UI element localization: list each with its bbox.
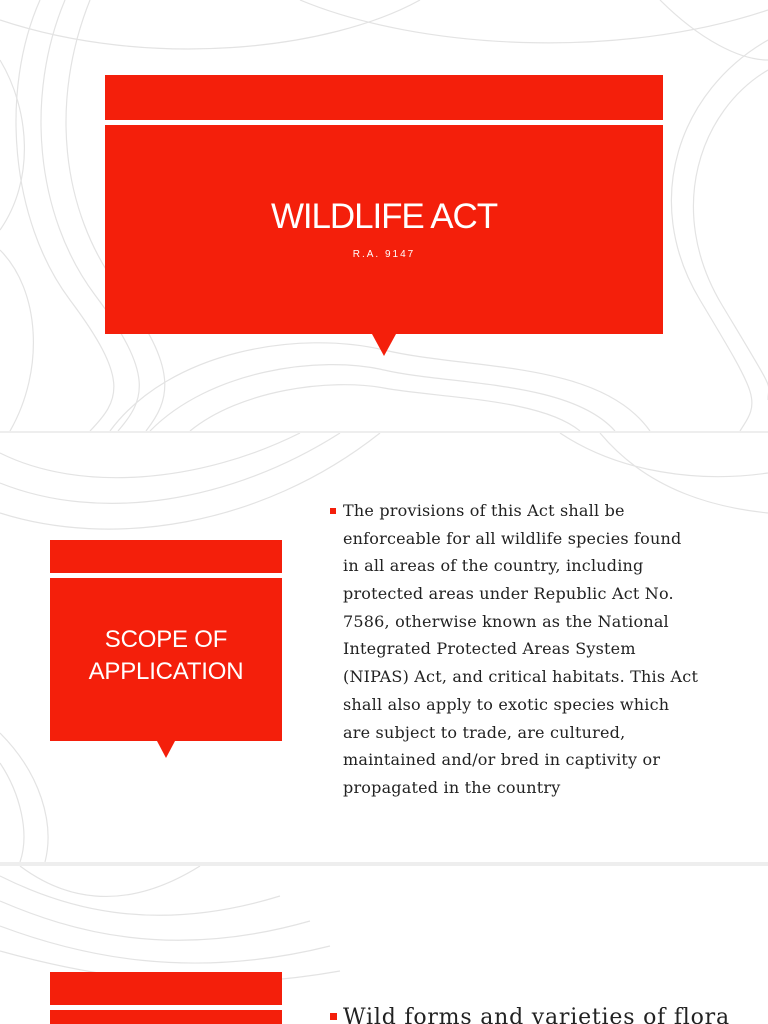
slide-flora — [0, 866, 768, 1024]
bullet-square-icon — [330, 1013, 337, 1020]
callout-pointer — [157, 741, 175, 758]
background-curve — [20, 866, 200, 896]
title-box — [105, 125, 663, 334]
background-curve — [660, 0, 768, 60]
background-curve — [0, 763, 24, 862]
slide-subtitle-text: R.A. 9147 — [352, 249, 416, 260]
background-curve — [16, 0, 114, 431]
heading-box — [50, 578, 282, 741]
bullet-text-line: The provisions of this Act shall be — [343, 501, 625, 520]
bullet-text-line: propagated in the country — [343, 777, 561, 797]
background-curve — [560, 433, 768, 477]
background-curve — [0, 433, 380, 529]
bullet-text-line: maintained and/or bred in captivity or — [343, 750, 661, 770]
bullet-text-line: in all areas of the country, including — [343, 556, 644, 576]
slide-title-text: WILDLIFE ACT — [270, 197, 497, 236]
background-curve — [0, 926, 330, 963]
bullet-text-line: Integrated Protected Areas System — [343, 639, 636, 659]
background-curve — [0, 876, 280, 915]
heading-accent-bar — [50, 972, 282, 1005]
slide-scope-of-application — [0, 433, 768, 862]
callout-pointer — [372, 334, 396, 356]
background-curve — [0, 901, 310, 940]
background-curve — [693, 70, 768, 400]
bullet-text-line: (NIPAS) Act, and critical habitats. This Act — [343, 667, 699, 687]
bullet-text — [343, 497, 698, 802]
bullet-text-line: protected areas under Republic Act No. — [343, 584, 674, 604]
bullet-text-line: 7586, otherwise known as the National — [343, 611, 669, 631]
background-curve — [190, 385, 580, 431]
background-curve — [0, 433, 340, 503]
slide-heading-text: SCOPE OF APPLICATION — [88, 626, 244, 685]
bullet-text-line: are subject to trade, are cultured, — [343, 722, 626, 742]
title-accent-bar — [105, 75, 663, 120]
background-curve — [0, 433, 300, 478]
bullet-text-line: shall also apply to exotic species which — [343, 694, 670, 714]
bullet-square-icon — [330, 508, 336, 514]
background-curve — [0, 60, 24, 230]
bullet-text-line: Wild forms and varieties of flora — [343, 1007, 730, 1024]
bullet-text-line: enforceable for all wildlife species found — [343, 528, 682, 548]
slide-title — [0, 0, 768, 431]
background-curve — [671, 40, 768, 431]
heading-box — [50, 1010, 282, 1024]
heading-accent-bar — [50, 540, 282, 573]
background-curve — [0, 0, 420, 49]
background-curve — [0, 250, 33, 431]
